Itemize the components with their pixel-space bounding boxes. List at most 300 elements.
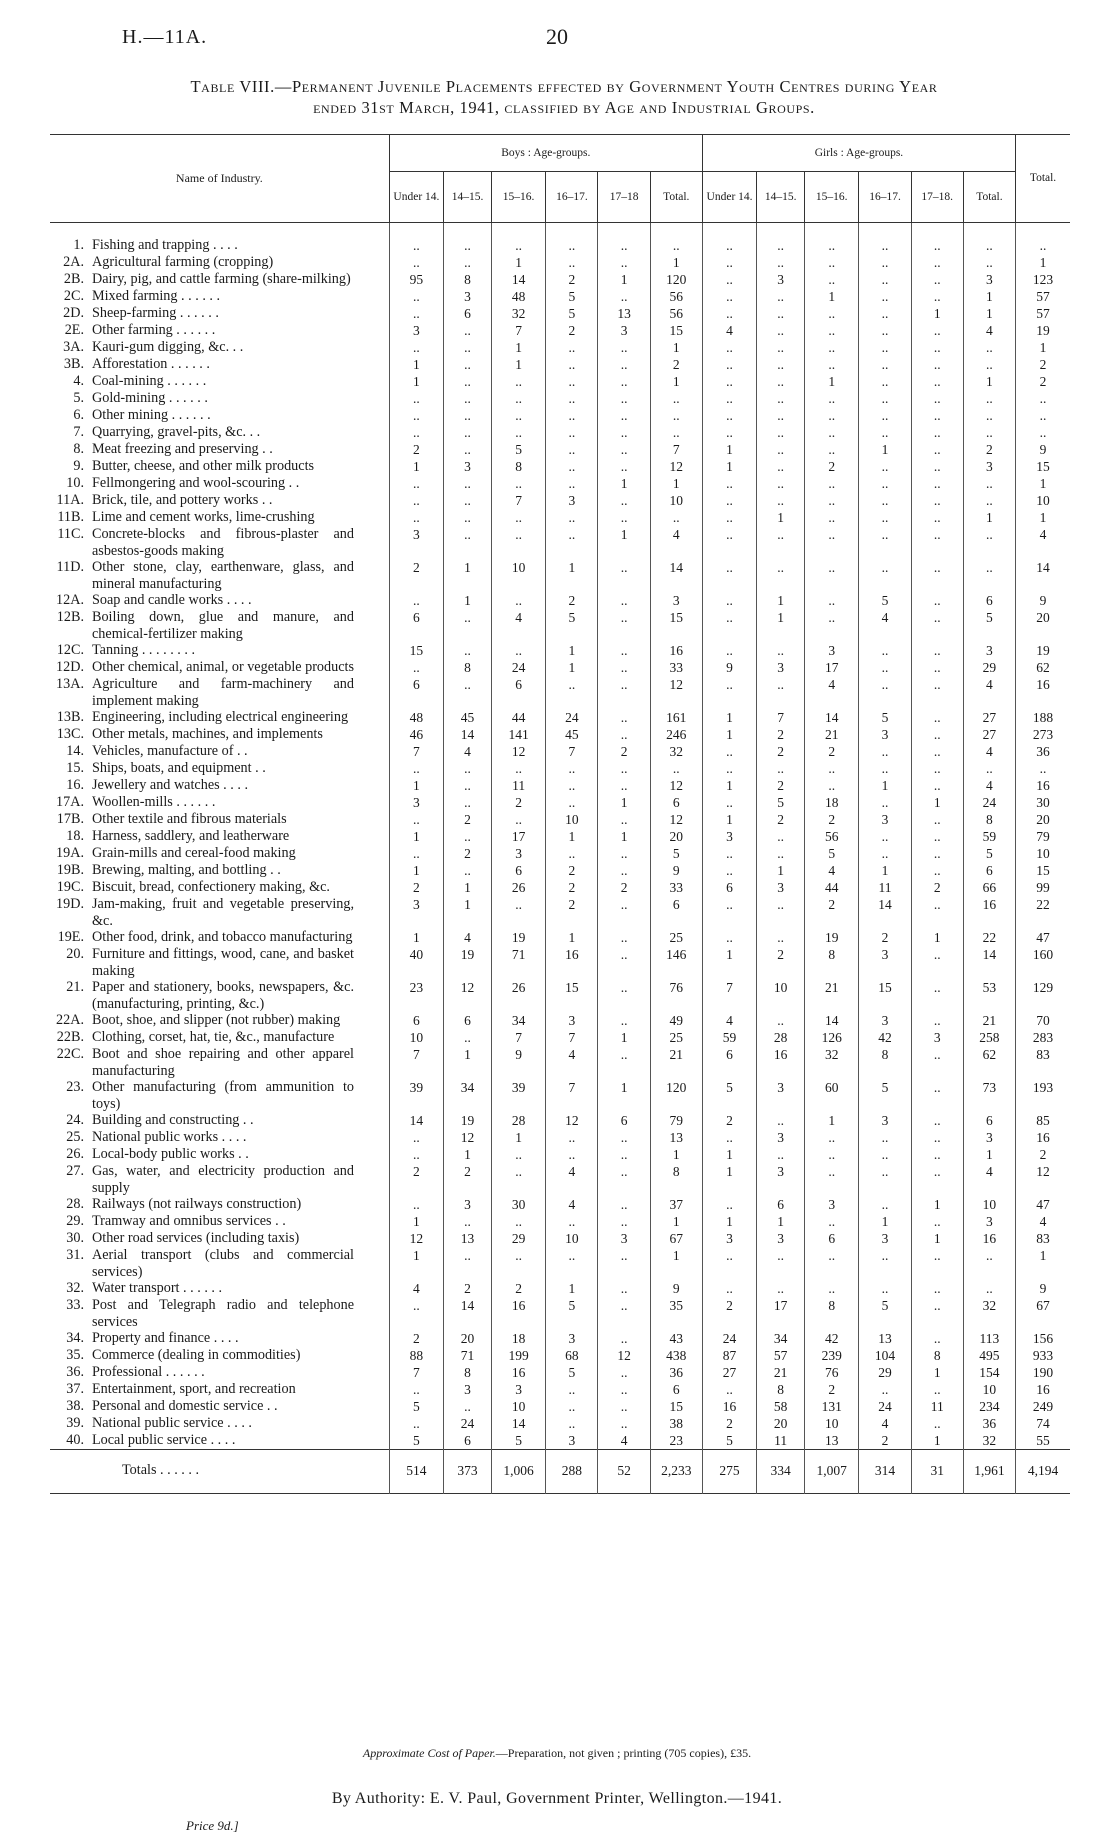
value-cell: ..	[444, 223, 492, 255]
value-cell: 40	[389, 946, 443, 979]
value-cell: ..	[805, 271, 859, 288]
grand-total-cell: ..	[1016, 223, 1070, 255]
table-row	[50, 1012, 1070, 1029]
boys-total-cell: 4	[650, 526, 702, 559]
value-cell: ..	[389, 760, 443, 777]
value-cell: 14	[444, 726, 492, 743]
industry-number: 25.	[66, 1129, 84, 1145]
industry-name: Clothing, corset, hat, tie, &c., manufacture	[92, 1029, 335, 1045]
industry-cell	[50, 709, 389, 726]
value-cell: 2	[546, 896, 598, 929]
value-cell: ..	[598, 777, 650, 794]
value-cell: 3	[859, 946, 911, 979]
industry-cell	[50, 896, 389, 929]
grand-total-cell: 193	[1016, 1079, 1070, 1112]
value-cell: 1	[911, 794, 963, 811]
value-cell: 2	[444, 845, 492, 862]
value-cell: ..	[911, 492, 963, 509]
value-cell: ..	[757, 1280, 805, 1297]
value-cell: 6	[491, 862, 545, 879]
grand-total-cell: 70	[1016, 1012, 1070, 1029]
industry-number: 13A.	[56, 676, 84, 692]
girls-age-header: Total.	[963, 172, 1015, 223]
girls-total-cell: 73	[963, 1079, 1015, 1112]
value-cell: ..	[598, 709, 650, 726]
value-cell: 14	[805, 709, 859, 726]
industry-cell	[50, 743, 389, 760]
grand-total-cell: 9	[1016, 441, 1070, 458]
value-cell: 1	[757, 1213, 805, 1230]
value-cell: ..	[598, 509, 650, 526]
value-cell: ..	[546, 254, 598, 271]
girls-total-cell: 5	[963, 845, 1015, 862]
value-cell: ..	[911, 339, 963, 356]
industry-name: Kauri-gum digging, &c. . .	[92, 339, 244, 355]
value-cell: ..	[546, 339, 598, 356]
value-cell: ..	[805, 1247, 859, 1280]
value-cell: 2	[546, 879, 598, 896]
industry-cell	[50, 1364, 389, 1381]
value-cell: 30	[491, 1196, 545, 1213]
industry-cell	[50, 1415, 389, 1432]
table-row	[50, 305, 1070, 322]
boys-total-cell: 38	[650, 1415, 702, 1432]
industry-cell	[50, 223, 389, 255]
value-cell: 1	[546, 559, 598, 592]
grand-total-cell: 15	[1016, 458, 1070, 475]
grand-total-cell: ..	[1016, 424, 1070, 441]
value-cell: 23	[389, 979, 443, 1012]
value-cell: ..	[546, 1415, 598, 1432]
girls-total-cell: ..	[963, 254, 1015, 271]
table-row	[50, 475, 1070, 492]
value-cell: ..	[911, 676, 963, 709]
value-cell: 48	[389, 709, 443, 726]
industry-cell	[50, 659, 389, 676]
girls-total-cell: 32	[963, 1432, 1015, 1450]
value-cell: 12	[389, 1230, 443, 1247]
boys-total-cell: 7	[650, 441, 702, 458]
value-cell: ..	[911, 271, 963, 288]
value-cell: ..	[598, 1364, 650, 1381]
table-header	[50, 135, 1070, 223]
value-cell: ..	[546, 441, 598, 458]
value-cell: ..	[389, 1129, 443, 1146]
grand-total-cell: 62	[1016, 659, 1070, 676]
girls-total-cell: 1	[963, 1146, 1015, 1163]
value-cell: 16	[491, 1297, 545, 1330]
value-cell: 1	[389, 458, 443, 475]
value-cell: 3	[598, 322, 650, 339]
industry-name: Other food, drink, and tobacco manufacturing	[92, 929, 353, 945]
value-cell: 1	[491, 356, 545, 373]
value-cell: 4	[859, 609, 911, 642]
value-cell: ..	[546, 526, 598, 559]
value-cell: 60	[805, 1079, 859, 1112]
value-cell: 95	[389, 271, 443, 288]
value-cell: ..	[444, 1247, 492, 1280]
industry-number: 12A.	[56, 592, 84, 608]
boys-total-cell: 21	[650, 1046, 702, 1079]
industry-cell	[50, 1046, 389, 1079]
value-cell: ..	[546, 1213, 598, 1230]
industry-name: Commerce (dealing in commodities)	[92, 1347, 301, 1363]
value-cell: ..	[702, 642, 756, 659]
value-cell: ..	[805, 777, 859, 794]
grand-total-cell: 57	[1016, 305, 1070, 322]
value-cell: ..	[598, 1415, 650, 1432]
industry-number: 3B.	[63, 356, 84, 372]
grand-total-cell: 16	[1016, 1381, 1070, 1398]
value-cell: ..	[546, 676, 598, 709]
table-row	[50, 659, 1070, 676]
value-cell: ..	[859, 322, 911, 339]
value-cell: ..	[598, 254, 650, 271]
industry-number: 17B.	[56, 811, 84, 827]
industry-cell	[50, 1398, 389, 1415]
value-cell: ..	[757, 441, 805, 458]
industry-cell	[50, 458, 389, 475]
girls-age-header: Under 14.	[702, 172, 756, 223]
industry-cell	[50, 726, 389, 743]
boys-total-cell: 1	[650, 373, 702, 390]
girls-total-cell: 16	[963, 896, 1015, 929]
value-cell: 13	[859, 1330, 911, 1347]
industry-name: Property and finance . . . .	[92, 1330, 239, 1346]
value-cell: 6	[444, 1432, 492, 1450]
value-cell: 13	[444, 1230, 492, 1247]
value-cell: 19	[444, 946, 492, 979]
value-cell: ..	[911, 322, 963, 339]
industry-cell	[50, 1012, 389, 1029]
value-cell: ..	[859, 1196, 911, 1213]
value-cell: 1	[444, 1146, 492, 1163]
value-cell: 5	[389, 1432, 443, 1450]
value-cell: ..	[389, 475, 443, 492]
value-cell: 2	[757, 743, 805, 760]
industry-number: 17A.	[56, 794, 84, 810]
value-cell: ..	[598, 373, 650, 390]
industry-number: 5.	[73, 390, 84, 406]
girls-total-cell: 154	[963, 1364, 1015, 1381]
industry-number: 19E.	[57, 929, 84, 945]
value-cell: 1	[598, 271, 650, 288]
value-cell: ..	[444, 794, 492, 811]
grand-total-cell: 1	[1016, 509, 1070, 526]
value-cell: ..	[389, 288, 443, 305]
value-cell: 57	[757, 1347, 805, 1364]
value-cell: ..	[598, 862, 650, 879]
value-cell: 2	[805, 1381, 859, 1398]
value-cell: 126	[805, 1029, 859, 1046]
industry-cell	[50, 373, 389, 390]
table-row	[50, 592, 1070, 609]
value-cell: 1	[859, 1213, 911, 1230]
table-row	[50, 1381, 1070, 1398]
industry-cell	[50, 1381, 389, 1398]
value-cell: ..	[546, 760, 598, 777]
industry-name: Building and constructing . .	[92, 1112, 254, 1128]
value-cell: 2	[444, 1280, 492, 1297]
industry-name: Other manufacturing (from ammunition to toys)	[92, 1079, 354, 1112]
value-cell: ..	[911, 946, 963, 979]
industry-name: Biscuit, bread, confectionery making, &c.	[92, 879, 330, 895]
industry-name: Boot, shoe, and slipper (not rubber) making	[92, 1012, 341, 1028]
value-cell: 44	[805, 879, 859, 896]
industry-number: 31.	[66, 1247, 84, 1263]
value-cell: 42	[805, 1330, 859, 1347]
value-cell: ..	[805, 223, 859, 255]
value-cell: ..	[444, 373, 492, 390]
value-cell: ..	[598, 659, 650, 676]
totals-value-cell: 334	[757, 1450, 805, 1494]
grand-total-cell: 57	[1016, 288, 1070, 305]
value-cell: ..	[805, 390, 859, 407]
girls-total-cell: 59	[963, 828, 1015, 845]
industry-name: Post and Telegraph radio and telephone services	[92, 1297, 354, 1330]
boys-total-cell: 12	[650, 777, 702, 794]
grand-total-cell: 15	[1016, 862, 1070, 879]
girls-total-cell: 3	[963, 1129, 1015, 1146]
table-row	[50, 1079, 1070, 1112]
industry-name: Gas, water, and electricity production and supply	[92, 1163, 354, 1196]
value-cell: ..	[598, 929, 650, 946]
value-cell: 5	[859, 592, 911, 609]
value-cell: 7	[491, 322, 545, 339]
value-cell: ..	[389, 1196, 443, 1213]
value-cell: ..	[911, 828, 963, 845]
value-cell: 1	[702, 811, 756, 828]
value-cell: 4	[805, 676, 859, 709]
value-cell: ..	[757, 373, 805, 390]
value-cell: 1	[805, 1112, 859, 1129]
value-cell: ..	[911, 726, 963, 743]
value-cell: ..	[598, 492, 650, 509]
boys-total-cell: 10	[650, 492, 702, 509]
industry-number: 19B.	[56, 862, 84, 878]
table-row	[50, 811, 1070, 828]
table-row	[50, 509, 1070, 526]
industry-cell	[50, 526, 389, 559]
value-cell: 16	[546, 946, 598, 979]
value-cell: ..	[546, 845, 598, 862]
boys-total-cell: 56	[650, 288, 702, 305]
value-cell: ..	[805, 254, 859, 271]
value-cell: 24	[491, 659, 545, 676]
industry-name: Railways (not railways construction)	[92, 1196, 302, 1212]
boys-total-cell: 246	[650, 726, 702, 743]
table-row	[50, 339, 1070, 356]
girls-total-cell: ..	[963, 390, 1015, 407]
value-cell: ..	[444, 492, 492, 509]
value-cell: ..	[805, 609, 859, 642]
value-cell: 6	[389, 676, 443, 709]
value-cell: ..	[702, 526, 756, 559]
value-cell: 5	[805, 845, 859, 862]
value-cell: ..	[805, 322, 859, 339]
industry-cell	[50, 1247, 389, 1280]
value-cell: 2	[444, 811, 492, 828]
value-cell: 3	[598, 1230, 650, 1247]
value-cell: 1	[598, 1029, 650, 1046]
value-cell: ..	[702, 1129, 756, 1146]
industry-name: Jam-making, fruit and vegetable preserving, &c.	[92, 896, 354, 929]
value-cell: ..	[491, 760, 545, 777]
totals-row	[50, 1450, 1070, 1494]
value-cell: 29	[491, 1230, 545, 1247]
value-cell: 5	[702, 1432, 756, 1450]
value-cell: 20	[757, 1415, 805, 1432]
industry-cell	[50, 407, 389, 424]
industry-number: 22B.	[56, 1029, 84, 1045]
industry-name: National public works . . . .	[92, 1129, 247, 1145]
value-cell: ..	[598, 946, 650, 979]
value-cell: ..	[859, 743, 911, 760]
value-cell: ..	[702, 1280, 756, 1297]
industry-name: Jewellery and watches . . . .	[92, 777, 249, 793]
value-cell: ..	[598, 979, 650, 1012]
industry-name: Quarrying, gravel-pits, &c. . .	[92, 424, 261, 440]
table-row	[50, 879, 1070, 896]
boys-total-cell: 35	[650, 1297, 702, 1330]
industry-name: Harness, saddlery, and leatherware	[92, 828, 290, 844]
value-cell: 3	[444, 1196, 492, 1213]
value-cell: 10	[805, 1415, 859, 1432]
girls-age-header: 15–16.	[805, 172, 859, 223]
value-cell: ..	[911, 979, 963, 1012]
value-cell: 1	[389, 929, 443, 946]
value-cell: 3	[859, 1012, 911, 1029]
value-cell: ..	[598, 760, 650, 777]
industry-number: 11A.	[56, 492, 84, 508]
value-cell: ..	[911, 592, 963, 609]
value-cell: ..	[859, 356, 911, 373]
girls-total-cell: 4	[963, 1163, 1015, 1196]
value-cell: ..	[546, 1146, 598, 1163]
boys-total-cell: ..	[650, 760, 702, 777]
value-cell: 5	[546, 288, 598, 305]
value-cell: ..	[911, 1146, 963, 1163]
industry-cell	[50, 828, 389, 845]
table-row	[50, 1330, 1070, 1347]
value-cell: 5	[491, 441, 545, 458]
value-cell: 1	[757, 509, 805, 526]
girls-total-cell: 1	[963, 373, 1015, 390]
value-cell: ..	[491, 509, 545, 526]
value-cell: ..	[911, 1012, 963, 1029]
girls-total-cell: 258	[963, 1029, 1015, 1046]
value-cell: 3	[702, 1230, 756, 1247]
value-cell: ..	[444, 642, 492, 659]
value-cell: ..	[546, 509, 598, 526]
industry-cell	[50, 1079, 389, 1112]
grand-total-cell: 16	[1016, 1129, 1070, 1146]
totals-label: Totals . . . . . .	[50, 1450, 389, 1494]
value-cell: ..	[859, 676, 911, 709]
girls-total-cell: 29	[963, 659, 1015, 676]
girls-total-cell: 4	[963, 676, 1015, 709]
value-cell: ..	[911, 709, 963, 726]
boys-total-cell: 14	[650, 559, 702, 592]
value-cell: ..	[757, 929, 805, 946]
value-cell: 2	[805, 743, 859, 760]
value-cell: 14	[444, 1297, 492, 1330]
value-cell: ..	[444, 828, 492, 845]
value-cell: 1	[702, 946, 756, 979]
value-cell: ..	[805, 339, 859, 356]
value-cell: ..	[911, 475, 963, 492]
girls-total-cell: 4	[963, 743, 1015, 760]
boys-total-cell: ..	[650, 223, 702, 255]
value-cell: ..	[859, 526, 911, 559]
value-cell: 19	[444, 1112, 492, 1129]
industry-number: 2A.	[63, 254, 84, 270]
value-cell: ..	[702, 271, 756, 288]
value-cell: 1	[859, 777, 911, 794]
value-cell: 3	[757, 1079, 805, 1112]
girls-total-cell: 495	[963, 1347, 1015, 1364]
value-cell: 27	[702, 1364, 756, 1381]
value-cell: ..	[805, 592, 859, 609]
girls-total-cell: ..	[963, 1280, 1015, 1297]
industry-cell	[50, 1330, 389, 1347]
value-cell: 8	[444, 659, 492, 676]
value-cell: 2	[389, 559, 443, 592]
value-cell: ..	[805, 424, 859, 441]
value-cell: ..	[859, 223, 911, 255]
value-cell: 7	[546, 743, 598, 760]
value-cell: ..	[702, 424, 756, 441]
industry-number: 28.	[66, 1196, 84, 1212]
value-cell: ..	[859, 1280, 911, 1297]
grand-total-cell: 249	[1016, 1398, 1070, 1415]
grand-total-cell: 47	[1016, 1196, 1070, 1213]
value-cell: 1	[491, 339, 545, 356]
value-cell: 7	[491, 492, 545, 509]
industry-number: 37.	[66, 1381, 84, 1397]
value-cell: 2	[702, 1415, 756, 1432]
value-cell: 3	[757, 271, 805, 288]
value-cell: 4	[546, 1163, 598, 1196]
value-cell: 3	[859, 726, 911, 743]
table-row	[50, 526, 1070, 559]
grand-total-cell: 1	[1016, 475, 1070, 492]
grand-total-cell: 123	[1016, 271, 1070, 288]
value-cell: ..	[702, 288, 756, 305]
value-cell: 6	[757, 1196, 805, 1213]
boys-total-cell: 6	[650, 896, 702, 929]
value-cell: 13	[598, 305, 650, 322]
value-cell: 10	[546, 811, 598, 828]
boys-total-cell: 438	[650, 1347, 702, 1364]
value-cell: 24	[444, 1415, 492, 1432]
value-cell: ..	[598, 390, 650, 407]
value-cell: 12	[444, 1129, 492, 1146]
grand-total-cell: 99	[1016, 879, 1070, 896]
boys-total-cell: 67	[650, 1230, 702, 1247]
value-cell: 48	[491, 288, 545, 305]
value-cell: ..	[805, 356, 859, 373]
industry-name: Meat freezing and preserving . .	[92, 441, 273, 457]
industry-number: 15.	[66, 760, 84, 776]
industry-number: 4.	[73, 373, 84, 389]
value-cell: 7	[546, 1079, 598, 1112]
value-cell: ..	[911, 659, 963, 676]
value-cell: 1	[444, 559, 492, 592]
value-cell: 104	[859, 1347, 911, 1364]
value-cell: 1	[702, 1213, 756, 1230]
industry-cell	[50, 777, 389, 794]
